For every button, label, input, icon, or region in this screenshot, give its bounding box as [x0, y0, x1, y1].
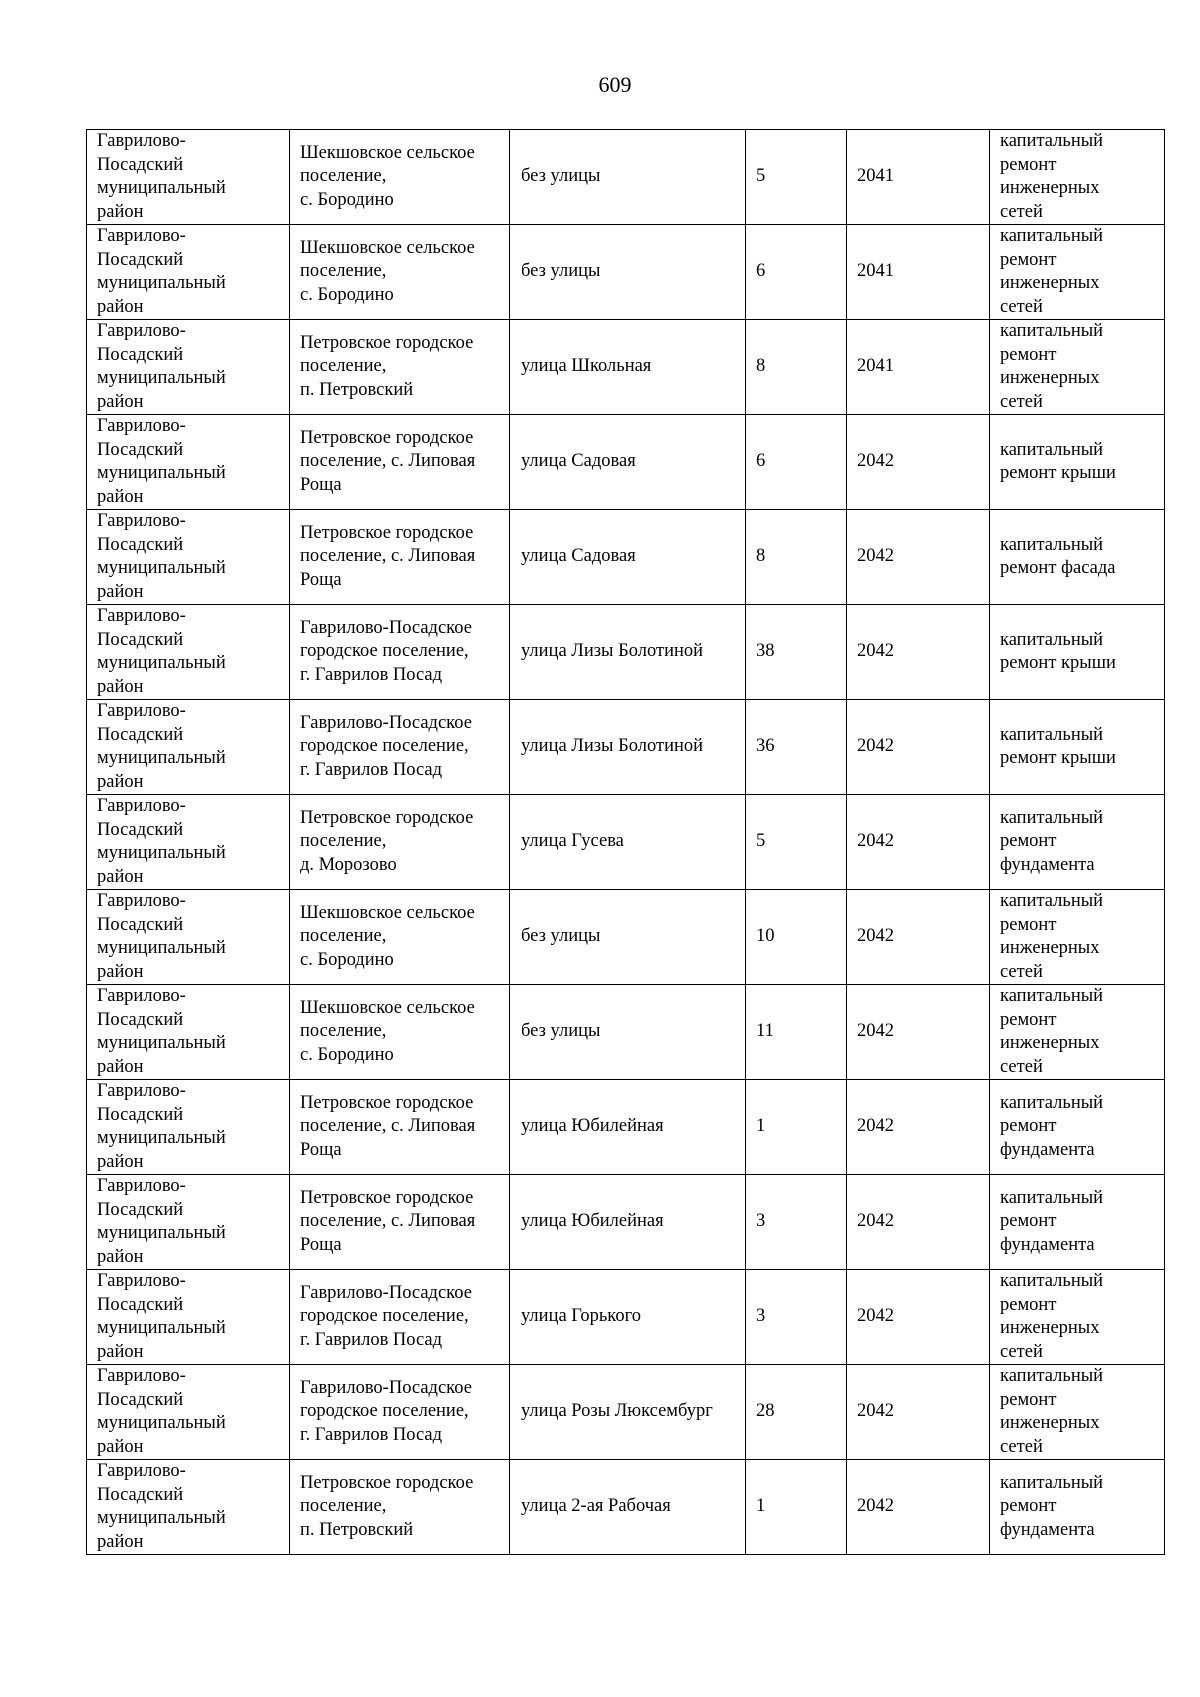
street-cell-text: улица Лизы Болотиной	[521, 736, 704, 757]
street-cell-text: улица Горького	[521, 1306, 641, 1327]
house-number-cell-text: 38	[756, 641, 775, 662]
street-cell-text: без улицы	[521, 926, 601, 947]
settlement-cell-text: Гаврилово-Посадское городское поселение, г. Гаврилов Посад	[300, 1282, 472, 1350]
table-row	[87, 890, 1165, 985]
district-cell-text: Гаврилово- Посадский муниципальный район	[97, 511, 226, 602]
table-row	[87, 1270, 1165, 1365]
house-number-cell-text: 1	[756, 1496, 766, 1517]
year-cell-text: 2042	[857, 546, 894, 567]
street-cell	[510, 1365, 746, 1460]
work-type-cell-text: капитальный ремонт инженерных сетей	[1000, 891, 1104, 982]
district-cell	[87, 605, 290, 700]
district-cell-text: Гаврилово- Посадский муниципальный район	[97, 1366, 226, 1457]
street-cell-text: улица 2-ая Рабочая	[521, 1496, 671, 1517]
street-cell-text: улица Садовая	[521, 451, 636, 472]
district-cell	[87, 890, 290, 985]
year-cell-text: 2042	[857, 451, 894, 472]
year-cell	[847, 320, 990, 415]
work-type-cell-text: капитальный ремонт инженерных сетей	[1000, 226, 1104, 317]
work-type-cell-text: капитальный ремонт фасада	[1000, 534, 1116, 578]
district-cell-text: Гаврилово- Посадский муниципальный район	[97, 416, 226, 507]
district-cell	[87, 985, 290, 1080]
district-cell-text: Гаврилово- Посадский муниципальный район	[97, 131, 226, 222]
settlement-cell	[290, 985, 510, 1080]
work-type-cell-text: капитальный ремонт инженерных сетей	[1000, 986, 1104, 1077]
house-number-cell	[746, 510, 847, 605]
settlement-cell	[290, 890, 510, 985]
house-number-cell	[746, 415, 847, 510]
work-type-cell-text: капитальный ремонт инженерных сетей	[1000, 1271, 1104, 1362]
table-row	[87, 1175, 1165, 1270]
work-type-cell-text: капитальный ремонт инженерных сетей	[1000, 321, 1104, 412]
district-cell	[87, 1460, 290, 1555]
street-cell-text: без улицы	[521, 261, 601, 282]
street-cell	[510, 320, 746, 415]
table-row	[87, 985, 1165, 1080]
house-number-cell	[746, 795, 847, 890]
year-cell	[847, 890, 990, 985]
house-number-cell-text: 10	[756, 926, 775, 947]
year-cell	[847, 605, 990, 700]
year-cell-text: 2042	[857, 1211, 894, 1232]
year-cell	[847, 225, 990, 320]
settlement-cell	[290, 700, 510, 795]
street-cell	[510, 1080, 746, 1175]
street-cell	[510, 415, 746, 510]
table-body	[87, 130, 1165, 1555]
work-type-cell	[990, 1270, 1165, 1365]
district-cell-text: Гаврилово- Посадский муниципальный район	[97, 226, 226, 317]
street-cell-text: улица Юбилейная	[521, 1116, 664, 1137]
district-cell	[87, 130, 290, 225]
settlement-cell	[290, 605, 510, 700]
settlement-cell-text: Петровское городское поселение, с. Липовая Роща	[300, 522, 476, 590]
house-number-cell	[746, 605, 847, 700]
street-cell	[510, 225, 746, 320]
work-type-cell	[990, 415, 1165, 510]
settlement-cell	[290, 1270, 510, 1365]
year-cell-text: 2041	[857, 261, 894, 282]
district-cell-text: Гаврилово- Посадский муниципальный район	[97, 1461, 226, 1552]
district-cell-text: Гаврилово- Посадский муниципальный район	[97, 606, 226, 697]
street-cell	[510, 605, 746, 700]
work-type-cell	[990, 1080, 1165, 1175]
district-cell	[87, 1080, 290, 1175]
work-type-cell-text: капитальный ремонт фундамента	[1000, 807, 1104, 875]
house-number-cell	[746, 1175, 847, 1270]
table-row	[87, 225, 1165, 320]
year-cell-text: 2042	[857, 1496, 894, 1517]
street-cell-text: улица Школьная	[521, 356, 652, 377]
year-cell	[847, 1080, 990, 1175]
district-cell-text: Гаврилово- Посадский муниципальный район	[97, 1081, 226, 1172]
table-row	[87, 1365, 1165, 1460]
year-cell	[847, 795, 990, 890]
year-cell-text: 2042	[857, 1306, 894, 1327]
year-cell-text: 2042	[857, 1021, 894, 1042]
house-number-cell-text: 8	[756, 356, 766, 377]
settlement-cell-text: Гаврилово-Посадское городское поселение, г. Гаврилов Посад	[300, 1377, 472, 1445]
settlement-cell-text: Петровское городское поселение, с. Липовая Роща	[300, 427, 476, 495]
district-cell-text: Гаврилово- Посадский муниципальный район	[97, 986, 226, 1077]
district-cell-text: Гаврилово- Посадский муниципальный район	[97, 891, 226, 982]
house-number-cell	[746, 700, 847, 795]
settlement-cell-text: Петровское городское поселение, д. Морозово	[300, 807, 474, 875]
street-cell-text: улица Садовая	[521, 546, 636, 567]
house-number-cell-text: 6	[756, 451, 766, 472]
work-type-cell-text: капитальный ремонт фундамента	[1000, 1187, 1104, 1255]
settlement-cell	[290, 225, 510, 320]
house-number-cell-text: 5	[756, 831, 766, 852]
year-cell	[847, 510, 990, 605]
district-cell	[87, 795, 290, 890]
house-number-cell-text: 6	[756, 261, 766, 282]
house-number-cell	[746, 225, 847, 320]
house-number-cell-text: 3	[756, 1306, 766, 1327]
street-cell-text: улица Лизы Болотиной	[521, 641, 704, 662]
table-row	[87, 795, 1165, 890]
year-cell-text: 2042	[857, 1401, 894, 1422]
year-cell-text: 2042	[857, 736, 894, 757]
district-cell	[87, 415, 290, 510]
year-cell-text: 2042	[857, 831, 894, 852]
house-number-cell-text: 8	[756, 546, 766, 567]
house-number-cell-text: 1	[756, 1116, 766, 1137]
repair-schedule-table	[86, 129, 1165, 1555]
settlement-cell-text: Гаврилово-Посадское городское поселение, г. Гаврилов Посад	[300, 712, 472, 780]
year-cell	[847, 1460, 990, 1555]
settlement-cell	[290, 510, 510, 605]
settlement-cell	[290, 415, 510, 510]
district-cell	[87, 1175, 290, 1270]
work-type-cell	[990, 795, 1165, 890]
house-number-cell	[746, 1080, 847, 1175]
street-cell	[510, 1270, 746, 1365]
district-cell-text: Гаврилово- Посадский муниципальный район	[97, 701, 226, 792]
work-type-cell-text: капитальный ремонт инженерных сетей	[1000, 1366, 1104, 1457]
table-row	[87, 320, 1165, 415]
district-cell-text: Гаврилово- Посадский муниципальный район	[97, 1271, 226, 1362]
street-cell	[510, 700, 746, 795]
settlement-cell-text: Шекшовское сельское поселение, с. Бородино	[300, 237, 475, 305]
street-cell-text: без улицы	[521, 1021, 601, 1042]
work-type-cell-text: капитальный ремонт крыши	[1000, 724, 1116, 768]
table-row	[87, 415, 1165, 510]
settlement-cell	[290, 320, 510, 415]
settlement-cell	[290, 1460, 510, 1555]
work-type-cell	[990, 320, 1165, 415]
work-type-cell	[990, 1365, 1165, 1460]
work-type-cell	[990, 890, 1165, 985]
district-cell	[87, 320, 290, 415]
year-cell	[847, 1365, 990, 1460]
table-row	[87, 510, 1165, 605]
table-row	[87, 1460, 1165, 1555]
work-type-cell	[990, 985, 1165, 1080]
year-cell	[847, 1175, 990, 1270]
house-number-cell-text: 5	[756, 166, 766, 187]
work-type-cell	[990, 130, 1165, 225]
district-cell	[87, 1365, 290, 1460]
street-cell-text: без улицы	[521, 166, 601, 187]
year-cell	[847, 1270, 990, 1365]
district-cell	[87, 700, 290, 795]
street-cell-text: улица Гусева	[521, 831, 624, 852]
settlement-cell	[290, 1080, 510, 1175]
work-type-cell	[990, 605, 1165, 700]
street-cell	[510, 1460, 746, 1555]
street-cell	[510, 510, 746, 605]
settlement-cell-text: Шекшовское сельское поселение, с. Бородино	[300, 997, 475, 1065]
house-number-cell-text: 36	[756, 736, 775, 757]
page-number: 609	[598, 72, 632, 97]
table-row	[87, 605, 1165, 700]
work-type-cell	[990, 1175, 1165, 1270]
district-cell	[87, 225, 290, 320]
street-cell	[510, 890, 746, 985]
settlement-cell-text: Петровское городское поселение, с. Липовая Роща	[300, 1187, 476, 1255]
street-cell	[510, 795, 746, 890]
settlement-cell	[290, 1365, 510, 1460]
settlement-cell-text: Петровское городское поселение, п. Петровский	[300, 1472, 474, 1540]
street-cell-text: улица Юбилейная	[521, 1211, 664, 1232]
district-cell	[87, 510, 290, 605]
street-cell	[510, 1175, 746, 1270]
district-cell	[87, 1270, 290, 1365]
year-cell-text: 2041	[857, 356, 894, 377]
work-type-cell-text: капитальный ремонт инженерных сетей	[1000, 131, 1104, 222]
house-number-cell	[746, 1460, 847, 1555]
year-cell	[847, 130, 990, 225]
settlement-cell-text: Шекшовское сельское поселение, с. Бородино	[300, 902, 475, 970]
table-row	[87, 700, 1165, 795]
work-type-cell	[990, 1460, 1165, 1555]
house-number-cell-text: 11	[756, 1021, 774, 1042]
table-row	[87, 1080, 1165, 1175]
settlement-cell-text: Петровское городское поселение, с. Липовая Роща	[300, 1092, 476, 1160]
year-cell	[847, 700, 990, 795]
house-number-cell	[746, 890, 847, 985]
settlement-cell-text: Гаврилово-Посадское городское поселение, г. Гаврилов Посад	[300, 617, 472, 685]
district-cell-text: Гаврилово- Посадский муниципальный район	[97, 321, 226, 412]
work-type-cell	[990, 510, 1165, 605]
work-type-cell-text: капитальный ремонт крыши	[1000, 629, 1116, 673]
house-number-cell-text: 3	[756, 1211, 766, 1232]
work-type-cell-text: капитальный ремонт фундамента	[1000, 1472, 1104, 1540]
street-cell	[510, 985, 746, 1080]
settlement-cell-text: Шекшовское сельское поселение, с. Бородино	[300, 142, 475, 210]
year-cell	[847, 415, 990, 510]
street-cell-text: улица Розы Люксембург	[521, 1401, 713, 1422]
house-number-cell-text: 28	[756, 1401, 775, 1422]
work-type-cell-text: капитальный ремонт фундамента	[1000, 1092, 1104, 1160]
district-cell-text: Гаврилово- Посадский муниципальный район	[97, 1176, 226, 1267]
settlement-cell	[290, 795, 510, 890]
house-number-cell	[746, 130, 847, 225]
year-cell-text: 2041	[857, 166, 894, 187]
work-type-cell	[990, 225, 1165, 320]
settlement-cell	[290, 130, 510, 225]
year-cell-text: 2042	[857, 641, 894, 662]
year-cell-text: 2042	[857, 1116, 894, 1137]
house-number-cell	[746, 320, 847, 415]
street-cell	[510, 130, 746, 225]
table-row	[87, 130, 1165, 225]
year-cell-text: 2042	[857, 926, 894, 947]
work-type-cell-text: капитальный ремонт крыши	[1000, 439, 1116, 483]
year-cell	[847, 985, 990, 1080]
house-number-cell	[746, 1365, 847, 1460]
settlement-cell	[290, 1175, 510, 1270]
work-type-cell	[990, 700, 1165, 795]
settlement-cell-text: Петровское городское поселение, п. Петровский	[300, 332, 474, 400]
house-number-cell	[746, 1270, 847, 1365]
district-cell-text: Гаврилово- Посадский муниципальный район	[97, 796, 226, 887]
house-number-cell	[746, 985, 847, 1080]
